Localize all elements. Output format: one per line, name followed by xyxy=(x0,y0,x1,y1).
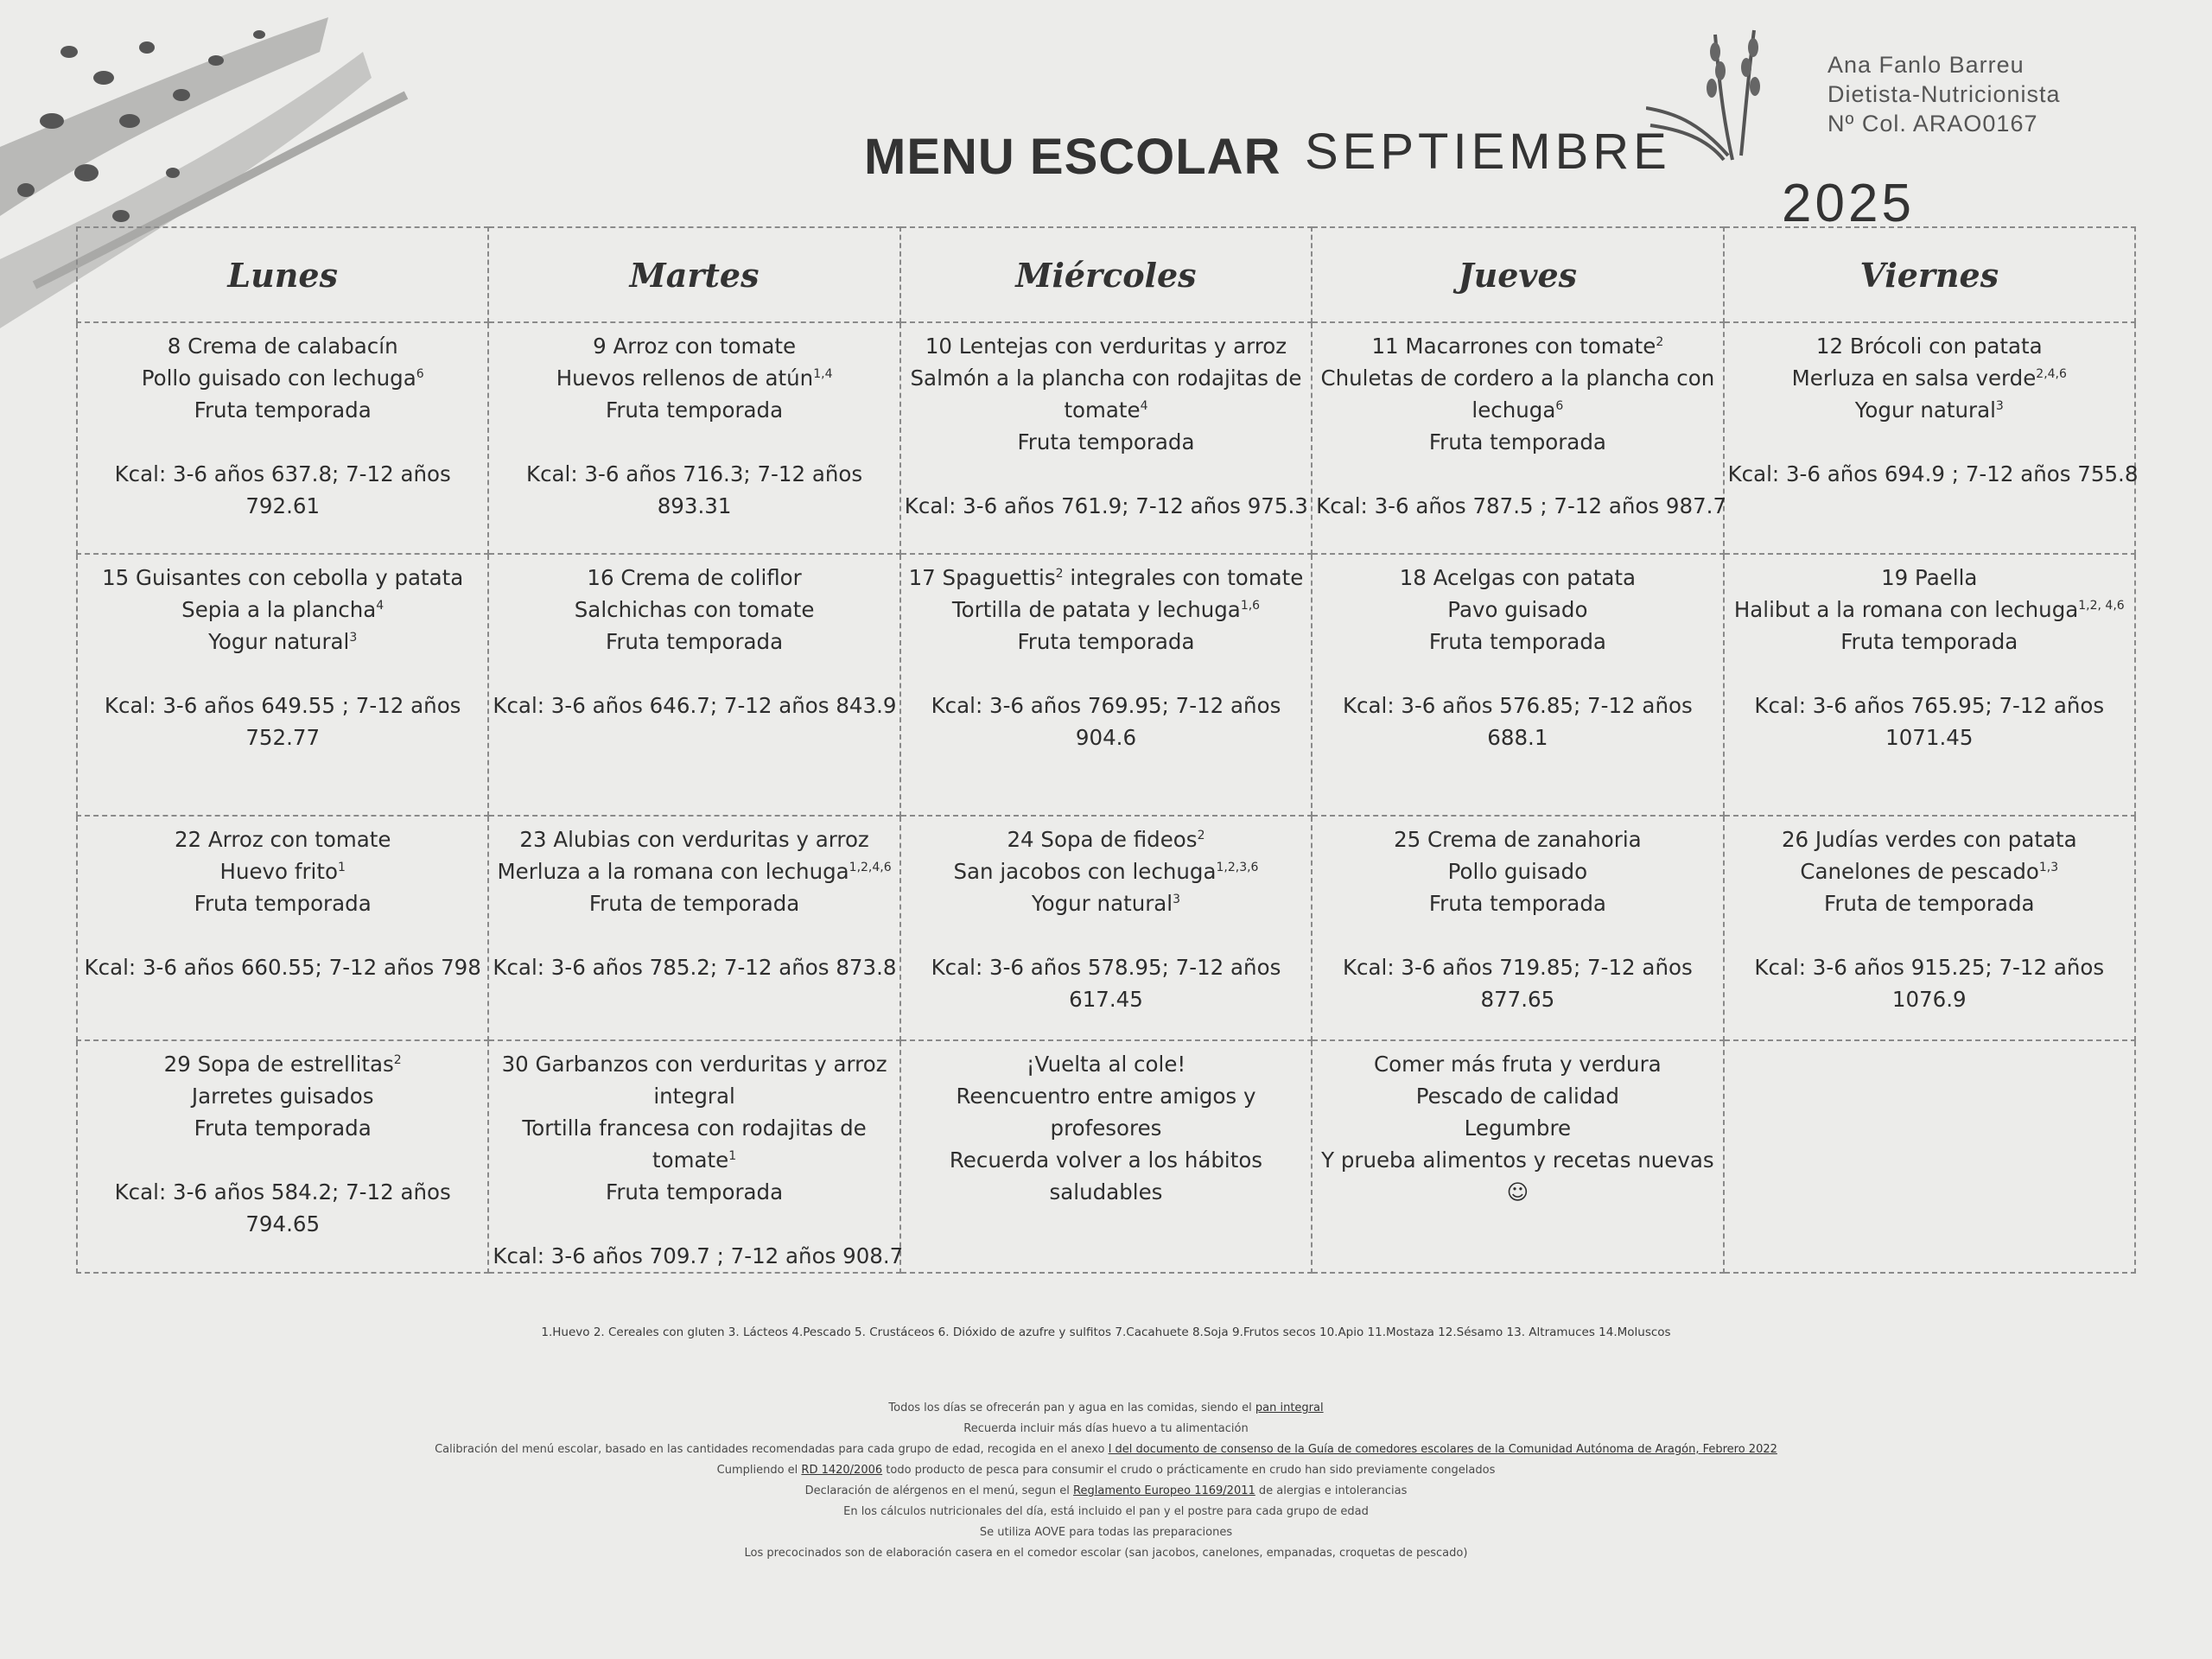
kcal-line: Kcal: 3-6 años 646.7; 7-12 años 843.9 xyxy=(493,693,897,718)
dish-text: 12 Brócoli con patata xyxy=(1815,334,2043,359)
kcal-line: 792.61 xyxy=(245,493,321,518)
weekday-header: Viernes xyxy=(1724,227,2135,322)
kcal-line: 617.45 xyxy=(1069,987,1143,1012)
dish-text: Yogur natural xyxy=(1031,891,1173,916)
menu-day-cell xyxy=(1312,816,1723,1040)
menu-dish-line xyxy=(81,1048,484,1080)
menu-dish-line xyxy=(1316,823,1719,855)
menu-dish-line xyxy=(1316,1112,1719,1144)
year-label: 2025 xyxy=(1782,174,1915,233)
note-underlined: I del documento de consenso de la Guía de comedores escolares de la Comunidad Autónoma de Aragón, Febrero 2022 xyxy=(1108,1443,1777,1456)
allergen-superscript: 6 xyxy=(416,366,424,381)
dish-text: ☺ xyxy=(1506,1179,1529,1205)
weekday-header: Jueves xyxy=(1312,227,1723,322)
menu-dish-line xyxy=(905,562,1307,594)
menu-day-cell xyxy=(1724,1040,2135,1273)
dish-text: 8 Crema de calabacín xyxy=(167,334,398,359)
dish-text: Fruta temporada xyxy=(606,397,784,423)
dish-text: Fruta temporada xyxy=(606,1179,784,1205)
dish-text: San jacobos con lechuga xyxy=(953,859,1217,884)
menu-dish-line xyxy=(1728,330,2131,362)
dish-text: Salchichas con tomate xyxy=(574,597,815,622)
kcal-line: Kcal: 3-6 años 694.9 ; 7-12 años 755.8 xyxy=(1727,461,2139,486)
note-underlined: pan integral xyxy=(1255,1402,1324,1414)
note-text: Todos los días se ofrecerán pan y agua en las comidas, siendo el xyxy=(888,1402,1255,1414)
menu-dish-line xyxy=(81,1080,484,1112)
menu-day-cell xyxy=(900,1040,1312,1273)
allergen-superscript: 1,2, 4,6 xyxy=(2078,598,2125,613)
menu-dish-line xyxy=(493,1144,895,1176)
dish-text: Fruta temporada xyxy=(1017,429,1195,454)
dish-text: Comer más fruta y verdura xyxy=(1374,1052,1662,1077)
menu-dish-line xyxy=(1316,887,1719,919)
menu-day-cell xyxy=(900,322,1312,554)
dish-text: 30 Garbanzos con verduritas y arroz xyxy=(501,1052,887,1077)
kcal-line: Kcal: 3-6 años 785.2; 7-12 años 873.8 xyxy=(493,955,897,980)
author-registration: Nº Col. ARAO0167 xyxy=(1827,111,2038,137)
page-title: MENU ESCOLAR xyxy=(864,129,1281,185)
note-text: Los precocinados son de elaboración casera en el comedor escolar (san jacobos, canelones, empanadas, croquetas de pescado) xyxy=(744,1547,1468,1560)
kcal-line: Kcal: 3-6 años 765.95; 7-12 años xyxy=(1754,693,2105,718)
menu-dish-line xyxy=(1316,1080,1719,1112)
allergen-superscript: 1,2,3,6 xyxy=(1216,860,1259,874)
allergen-superscript: 4 xyxy=(376,598,385,613)
dish-text: Tortilla de patata y lechuga xyxy=(951,597,1241,622)
footer-note xyxy=(0,1502,2212,1522)
menu-dish-line xyxy=(81,394,484,426)
menu-day-cell xyxy=(488,1040,904,1273)
menu-dish-line xyxy=(1316,1176,1719,1208)
dish-text: Fruta temporada xyxy=(1428,629,1606,654)
menu-dish-line xyxy=(493,1080,895,1112)
dish-text: Pollo guisado xyxy=(1447,859,1588,884)
menu-dish-line xyxy=(493,626,895,658)
menu-day-cell xyxy=(488,322,899,554)
dish-text: 16 Crema de coliflor xyxy=(587,565,802,590)
dish-text: 24 Sopa de fideos xyxy=(1007,827,1198,852)
menu-dish-line xyxy=(493,1112,895,1144)
menu-dish-line xyxy=(81,594,484,626)
dish-text: Recuerda volver a los hábitos xyxy=(949,1147,1263,1173)
dish-text: 26 Judías verdes con patata xyxy=(1781,827,2077,852)
menu-day-cell xyxy=(488,554,899,816)
dish-text: Huevos rellenos de atún xyxy=(556,365,814,391)
kcal-line: Kcal: 3-6 años 576.85; 7-12 años xyxy=(1342,693,1693,718)
dish-text: Huevo frito xyxy=(219,859,338,884)
dish-text: Pollo guisado con lechuga xyxy=(141,365,416,391)
menu-dish-line xyxy=(1728,887,2131,919)
footer-note xyxy=(0,1419,2212,1440)
menu-day-cell xyxy=(77,322,488,554)
menu-dish-line xyxy=(1316,855,1719,887)
dish-text: 25 Crema de zanahoria xyxy=(1394,827,1642,852)
kcal-line: 688.1 xyxy=(1487,725,1548,750)
note-text: En los cálculos nutricionales del día, está incluido el pan y el postre para cada grupo de edad xyxy=(843,1505,1369,1518)
menu-table xyxy=(76,226,2139,1274)
dish-text: Reencuentro entre amigos y xyxy=(956,1084,1256,1109)
menu-dish-line xyxy=(493,330,895,362)
dish-text: Legumbre xyxy=(1464,1116,1572,1141)
note-underlined: Reglamento Europeo 1169/2011 xyxy=(1073,1484,1255,1497)
dish-text: integral xyxy=(653,1084,735,1109)
allergen-superscript: 2 xyxy=(1656,334,1664,349)
note-text: Se utiliza AOVE para todas las preparaciones xyxy=(979,1526,1233,1539)
menu-dish-line xyxy=(905,1080,1307,1112)
menu-dish-line xyxy=(905,362,1307,394)
menu-day-cell xyxy=(1312,554,1723,816)
dish-text: tomate xyxy=(1064,397,1141,423)
kcal-line: Kcal: 3-6 años 716.3; 7-12 años xyxy=(526,461,863,486)
kcal-line: Kcal: 3-6 años 584.2; 7-12 años xyxy=(114,1179,451,1205)
menu-dish-line xyxy=(1728,823,2131,855)
allergen-legend: 1.Huevo 2. Cereales con gluten 3. Lácteos 4.Pescado 5. Crustáceos 6. Dióxido de azufre y sulfitos 7.Cacahuete 8.Soja 9.Frutos secos 10.Apio 11.Mostaza 12.Sésamo 13. Altramuces 14.Moluscos xyxy=(541,1325,1671,1339)
dish-text: Merluza a la romana con lechuga xyxy=(497,859,849,884)
menu-dish-line xyxy=(1316,330,1719,362)
dish-text: Fruta temporada xyxy=(1017,629,1195,654)
menu-dish-line xyxy=(493,823,895,855)
menu-dish-line xyxy=(81,626,484,658)
dish-text: Merluza en salsa verde xyxy=(1791,365,2037,391)
allergen-superscript: 3 xyxy=(349,630,358,645)
footer-note xyxy=(0,1522,2212,1543)
menu-dish-line xyxy=(81,823,484,855)
dish-text: Yogur natural xyxy=(1854,397,1996,423)
menu-dish-line xyxy=(493,1176,895,1208)
menu-week-row xyxy=(77,816,2135,1040)
note-text: Recuerda incluir más días huevo a tu alimentación xyxy=(963,1422,1249,1435)
menu-dish-line xyxy=(1316,1048,1719,1080)
menu-dish-line xyxy=(1728,594,2131,626)
dish-text: 15 Guisantes con cebolla y patata xyxy=(102,565,464,590)
menu-dish-line xyxy=(1316,362,1719,394)
menu-dish-line xyxy=(1728,394,2131,426)
month-label: SEPTIEMBRE xyxy=(1305,124,1671,180)
dish-text: Fruta temporada xyxy=(1428,429,1606,454)
kcal-line: Kcal: 3-6 años 709.7 ; 7-12 años 908.7 xyxy=(493,1243,904,1268)
menu-dish-line xyxy=(493,362,895,394)
allergen-superscript: 1,3 xyxy=(2038,860,2059,874)
dish-text: 19 Paella xyxy=(1881,565,1978,590)
kcal-line: Kcal: 3-6 años 787.5 ; 7-12 años 987.7 xyxy=(1316,493,1727,518)
author-name: Ana Fanlo Barreu xyxy=(1827,52,2024,78)
kcal-line: Kcal: 3-6 años 915.25; 7-12 años xyxy=(1754,955,2105,980)
kcal-line: Kcal: 3-6 años 761.9; 7-12 años 975.3 xyxy=(904,493,1308,518)
dish-text: 11 Macarrones con tomate xyxy=(1371,334,1656,359)
menu-dish-line xyxy=(905,394,1307,426)
dish-text: Chuletas de cordero a la plancha con xyxy=(1320,365,1715,391)
dish-text: ¡Vuelta al cole! xyxy=(1026,1052,1186,1077)
dish-text: Fruta temporada xyxy=(194,1116,372,1141)
dish-text: 10 Lentejas con verduritas y arroz xyxy=(925,334,1287,359)
weekday-header: Martes xyxy=(488,227,899,322)
menu-dish-line xyxy=(905,594,1307,626)
menu-dish-line xyxy=(81,855,484,887)
menu-dish-line xyxy=(1728,855,2131,887)
menu-dish-line xyxy=(1316,562,1719,594)
menu-dish-line xyxy=(905,823,1307,855)
kcal-line: 752.77 xyxy=(245,725,321,750)
dish-text: lechuga xyxy=(1471,397,1556,423)
note-text: Cumpliendo el xyxy=(716,1464,802,1477)
kcal-line: Kcal: 3-6 años 660.55; 7-12 años 798 xyxy=(84,955,481,980)
dish-text: saludables xyxy=(1049,1179,1163,1205)
note-underlined: RD 1420/2006 xyxy=(801,1464,883,1477)
author-block xyxy=(1827,50,2061,138)
allergen-superscript: 2 xyxy=(1055,566,1064,581)
menu-dish-line xyxy=(1316,1144,1719,1176)
menu-dish-line xyxy=(81,1112,484,1144)
menu-dish-line xyxy=(905,887,1307,919)
menu-dish-line xyxy=(1728,562,2131,594)
author-profession: Dietista-Nutricionista xyxy=(1827,81,2061,107)
dish-text: Fruta temporada xyxy=(194,891,372,916)
dish-text: Yogur natural xyxy=(208,629,350,654)
kcal-line: 877.65 xyxy=(1480,987,1555,1012)
menu-dish-line xyxy=(905,1048,1307,1080)
allergen-superscript: 6 xyxy=(1555,398,1564,413)
dish-text: Jarretes guisados xyxy=(191,1084,374,1109)
dish-text: Fruta temporada xyxy=(194,397,372,423)
allergen-superscript: 1,2,4,6 xyxy=(849,860,892,874)
dish-text: 29 Sopa de estrellitas xyxy=(163,1052,394,1077)
dish-text: Y prueba alimentos y recetas nuevas xyxy=(1321,1147,1714,1173)
allergen-superscript: 2,4,6 xyxy=(2036,366,2067,381)
weekday-header: Lunes xyxy=(77,227,488,322)
footer-note xyxy=(0,1440,2212,1460)
menu-dish-line xyxy=(905,1144,1307,1176)
menu-dish-line xyxy=(1316,426,1719,458)
menu-dish-line xyxy=(905,626,1307,658)
weekday-header-row xyxy=(77,227,2135,322)
allergen-superscript: 3 xyxy=(1173,892,1181,906)
menu-dish-line xyxy=(493,855,895,887)
dish-text: Fruta de temporada xyxy=(1824,891,2035,916)
footer-notes xyxy=(0,1398,2212,1564)
menu-dish-line xyxy=(81,330,484,362)
dish-text: 22 Arroz con tomate xyxy=(174,827,391,852)
menu-dish-line xyxy=(81,562,484,594)
kcal-line: Kcal: 3-6 años 637.8; 7-12 años xyxy=(114,461,451,486)
kcal-line: 893.31 xyxy=(657,493,732,518)
dish-text: Fruta temporada xyxy=(1840,629,2018,654)
dish-text: Pavo guisado xyxy=(1447,597,1588,622)
menu-day-cell xyxy=(1724,554,2135,816)
menu-dish-line xyxy=(905,1112,1307,1144)
kcal-line: 794.65 xyxy=(245,1211,321,1236)
kcal-line: Kcal: 3-6 años 719.85; 7-12 años xyxy=(1342,955,1693,980)
menu-dish-line xyxy=(1728,626,2131,658)
menu-dish-line xyxy=(1316,394,1719,426)
dish-text: Halibut a la romana con lechuga xyxy=(1733,597,2079,622)
dish-text: integrales con tomate xyxy=(1063,565,1304,590)
allergen-superscript: 3 xyxy=(1995,398,2004,413)
wheat-logo-icon xyxy=(1646,17,1819,164)
dish-text: Tortilla francesa con rodajitas de xyxy=(522,1116,867,1141)
kcal-line: Kcal: 3-6 años 578.95; 7-12 años xyxy=(931,955,1281,980)
menu-body xyxy=(77,322,2139,1273)
note-text: todo producto de pesca para consumir el crudo o prácticamente en crudo han sido previamente congelados xyxy=(882,1464,1496,1477)
footer-note xyxy=(0,1460,2212,1481)
menu-week-row xyxy=(77,554,2135,816)
menu-dish-line xyxy=(493,1048,895,1080)
dish-text: Salmón a la plancha con rodajitas de xyxy=(910,365,1302,391)
dish-text: Pescado de calidad xyxy=(1415,1084,1619,1109)
dish-text: 9 Arroz con tomate xyxy=(593,334,797,359)
note-text: Calibración del menú escolar, basado en las cantidades recomendadas para cada grupo de edad, recogida en el anexo xyxy=(435,1443,1109,1456)
weekday-header: Miércoles xyxy=(900,227,1312,322)
kcal-line: Kcal: 3-6 años 769.95; 7-12 años xyxy=(931,693,1281,718)
dish-text: Canelones de pescado xyxy=(1800,859,2039,884)
allergen-superscript: 2 xyxy=(393,1052,402,1067)
menu-day-cell xyxy=(1312,322,1727,554)
menu-dish-line xyxy=(493,394,895,426)
allergen-superscript: 1 xyxy=(728,1148,737,1163)
allergen-superscript: 2 xyxy=(1197,828,1205,842)
menu-dish-line xyxy=(81,362,484,394)
menu-day-cell xyxy=(1724,322,2139,554)
allergen-superscript: 4 xyxy=(1140,398,1148,413)
menu-day-cell xyxy=(900,816,1312,1040)
menu-dish-line xyxy=(905,426,1307,458)
dish-text: profesores xyxy=(1050,1116,1162,1141)
dish-text: 18 Acelgas con patata xyxy=(1399,565,1637,590)
menu-dish-line xyxy=(493,594,895,626)
menu-week-row xyxy=(77,322,2135,554)
allergen-superscript: 1,4 xyxy=(813,366,833,381)
footer-note xyxy=(0,1543,2212,1564)
allergen-superscript: 1 xyxy=(337,860,346,874)
footer-note xyxy=(0,1481,2212,1502)
menu-day-cell xyxy=(77,1040,488,1273)
kcal-line: Kcal: 3-6 años 649.55 ; 7-12 años xyxy=(104,693,461,718)
dish-text: 17 Spaguettis xyxy=(908,565,1056,590)
menu-day-cell xyxy=(77,554,488,816)
menu-dish-line xyxy=(1316,594,1719,626)
menu-week-row xyxy=(77,1040,2135,1273)
allergen-superscript: 1,6 xyxy=(1240,598,1261,613)
note-text: Declaración de alérgenos en el menú, segun el xyxy=(804,1484,1074,1497)
menu-dish-line xyxy=(1728,362,2131,394)
dish-text: Fruta temporada xyxy=(606,629,784,654)
menu-dish-line xyxy=(81,887,484,919)
menu-dish-line xyxy=(905,330,1307,362)
kcal-line: 904.6 xyxy=(1075,725,1137,750)
menu-day-cell xyxy=(900,554,1312,816)
menu-dish-line xyxy=(493,562,895,594)
dish-text: tomate xyxy=(652,1147,729,1173)
menu-dish-line xyxy=(905,1176,1307,1208)
menu-day-cell xyxy=(1724,816,2135,1040)
footer-note xyxy=(0,1398,2212,1419)
kcal-line: 1071.45 xyxy=(1885,725,1974,750)
dish-text: 23 Alubias con verduritas y arroz xyxy=(519,827,869,852)
dish-text: Fruta temporada xyxy=(1428,891,1606,916)
dish-text: Sepia a la plancha xyxy=(181,597,377,622)
menu-day-cell xyxy=(77,816,488,1040)
menu-day-cell xyxy=(1312,1040,1723,1273)
dish-text: Fruta de temporada xyxy=(588,891,800,916)
menu-day-cell xyxy=(488,816,899,1040)
menu-dish-line xyxy=(493,887,895,919)
note-text: de alergias e intolerancias xyxy=(1255,1484,1408,1497)
menu-dish-line xyxy=(1316,626,1719,658)
menu-dish-line xyxy=(905,855,1307,887)
kcal-line: 1076.9 xyxy=(1891,987,1967,1012)
